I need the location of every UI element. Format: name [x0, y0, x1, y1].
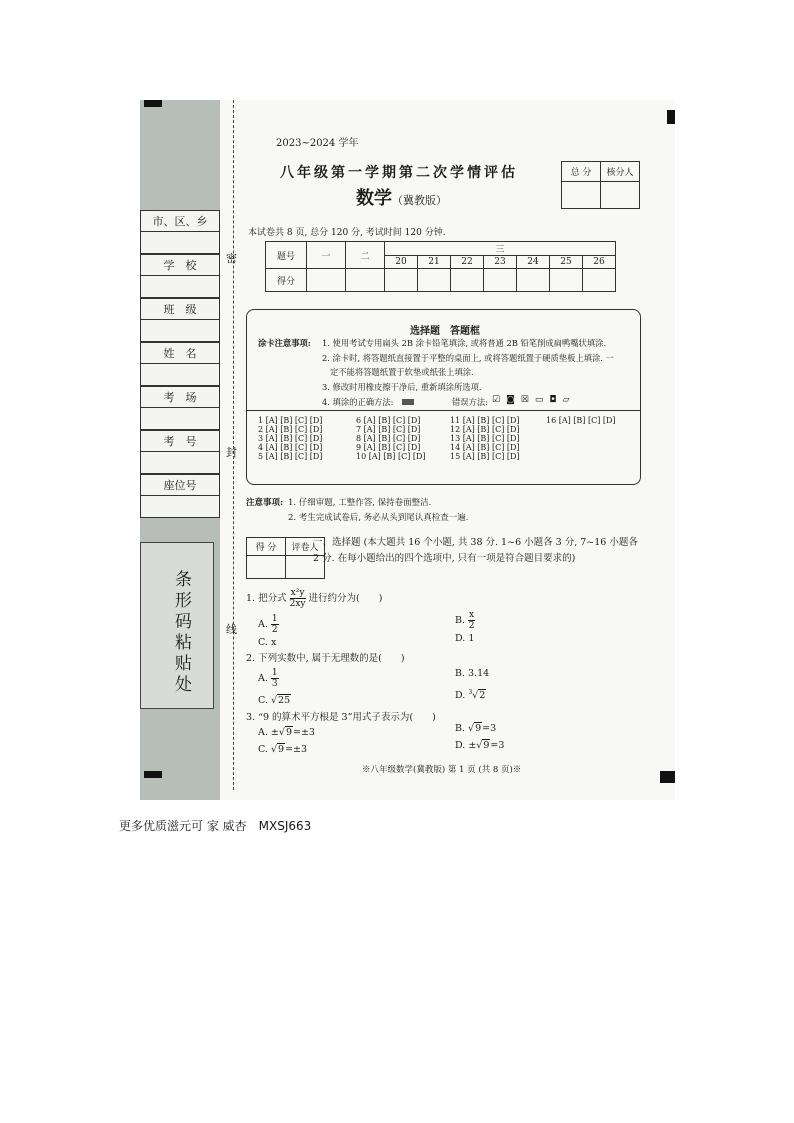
question-2: 2. 下列实数中, 属于无理数的是( )	[246, 653, 405, 664]
score-col-3: 三	[385, 242, 616, 256]
answer-row[interactable]: 1 [A] [B] [C] [D]	[258, 416, 323, 425]
answer-note: 2. 涂卡时, 将答题纸直接置于平整的桌面上, 或将答题纸置于硬质垫板上填涂. 一	[322, 353, 614, 363]
q1-option-a[interactable]: A. $\frac{1}{2}$	[258, 614, 278, 635]
checker-input[interactable]	[601, 182, 640, 209]
q1-option-b[interactable]: B. $\frac{x}{2}$	[455, 610, 475, 631]
field-name: 姓 名	[140, 342, 220, 364]
answer-row[interactable]: 9 [A] [B] [C] [D]	[356, 443, 421, 452]
wrong-fill-samples-icon: ☑◙☒▭◘▱	[492, 395, 576, 405]
checker-label: 核分人	[601, 162, 640, 182]
score-cell[interactable]	[346, 269, 385, 292]
answer-row[interactable]: 3 [A] [B] [C] [D]	[258, 434, 323, 443]
answer-row[interactable]: 5 [A] [B] [C] [D]	[258, 452, 323, 461]
q2-option-a[interactable]: A. $\frac{1}{3}$	[258, 668, 278, 689]
answer-row[interactable]: 7 [A] [B] [C] [D]	[356, 425, 421, 434]
answer-row[interactable]: 8 [A] [B] [C] [D]	[356, 434, 421, 443]
field-class: 班 级	[140, 298, 220, 320]
total-label: 总 分	[562, 162, 601, 182]
answer-note: 3. 修改时用橡皮擦干净后, 重新填涂所选项.	[322, 382, 482, 392]
answer-note: 1. 使用考试专用扁头 2B 涂卡铅笔填涂, 或将普通 2B 铅笔削成扁鸭嘴状填涂.	[322, 338, 607, 348]
page-footer: ※八年级数学(冀教版) 第 1 页 (共 8 页)※	[362, 765, 522, 775]
field-exam-number-input[interactable]	[140, 452, 220, 474]
wrong-method-label: 错误方法:	[452, 397, 488, 407]
registration-mark	[144, 100, 162, 107]
section-score-input[interactable]	[247, 556, 286, 579]
answer-row[interactable]: 13 [A] [B] [C] [D]	[450, 434, 520, 443]
seal-char: 密	[226, 252, 237, 265]
promo-text: 更多优质滋元可 家 威杏 MXSJ663	[119, 819, 312, 833]
answer-row[interactable]: 14 [A] [B] [C] [D]	[450, 443, 520, 452]
answer-row[interactable]: 2 [A] [B] [C] [D]	[258, 425, 323, 434]
total-score-box	[561, 161, 640, 209]
answer-col-4	[546, 416, 616, 425]
field-name-input[interactable]	[140, 364, 220, 386]
answer-row[interactable]: 10 [A] [B] [C] [D]	[356, 452, 426, 461]
section-grader-label: 评卷人	[286, 538, 325, 556]
q3-option-d[interactable]: D. ±√9=3	[455, 740, 505, 751]
field-school-input[interactable]	[140, 276, 220, 298]
score-col-2: 二	[346, 242, 385, 269]
answer-box-label: 涂卡注意事项:	[258, 338, 311, 348]
field-seat-input[interactable]	[140, 496, 220, 518]
q1-option-d[interactable]: D. 1	[455, 633, 475, 644]
score-subcol: 23	[484, 256, 517, 269]
score-row-label: 得分	[266, 269, 307, 292]
q3-option-c[interactable]: C. √9=±3	[258, 744, 308, 755]
exam-title: 八年级第一学期第二次学情评估	[280, 165, 518, 181]
q2-option-b[interactable]: B. 3.14	[455, 668, 490, 679]
score-table-header: 题号	[266, 242, 307, 269]
q1-option-c[interactable]: C. x	[258, 637, 277, 648]
score-subcol: 24	[517, 256, 550, 269]
score-cell[interactable]	[385, 269, 418, 292]
correct-fill-sample-icon	[402, 399, 414, 405]
seal-char: 线	[226, 623, 237, 636]
question-1: 1. 把分式 $\frac{\text{x²y}}{2xy}$ 进行约分为( )	[246, 588, 383, 609]
answer-box-divider	[246, 410, 641, 411]
barcode-label: 条形码粘贴处	[171, 570, 191, 696]
field-exam-number: 考 号	[140, 430, 220, 452]
score-cell[interactable]	[550, 269, 583, 292]
score-cell[interactable]	[307, 269, 346, 292]
field-district-input[interactable]	[140, 232, 220, 254]
q3-option-a[interactable]: A. ±√9=±3	[258, 727, 315, 738]
field-room-input[interactable]	[140, 408, 220, 430]
answer-row[interactable]: 12 [A] [B] [C] [D]	[450, 425, 520, 434]
answer-box-title: 选择题 答题框	[410, 326, 480, 337]
registration-mark	[144, 771, 162, 778]
notice-line: 2. 考生完成试卷后, 务必从头到尾认真检查一遍.	[288, 513, 469, 523]
seal-char: 封	[226, 446, 237, 459]
score-subcol: 22	[451, 256, 484, 269]
section-description: 一、选择题 (本大题共 16 个小题, 共 38 分. 1~6 小题各 3 分, 7~16 小题各 2 分. 在每小题给出的四个选项中, 只有一项是符合题目要求的)	[313, 537, 638, 564]
total-input[interactable]	[562, 182, 601, 209]
score-cell[interactable]	[517, 269, 550, 292]
answer-note: 4. 填涂的正确方法:	[322, 397, 394, 407]
q3-option-b[interactable]: B. √9=3	[455, 723, 497, 734]
answer-col-2	[356, 416, 426, 461]
fraction: $\frac{\text{x²y}}{2xy}$	[289, 588, 306, 609]
field-room: 考 场	[140, 386, 220, 408]
score-subcol: 20	[385, 256, 418, 269]
field-class-input[interactable]	[140, 320, 220, 342]
notice-line: 1. 仔细审题, 工整作答, 保持卷面整洁.	[288, 498, 432, 508]
score-col-1: 一	[307, 242, 346, 269]
field-school: 学 校	[140, 254, 220, 276]
subject-title: 数学（冀教版）	[356, 188, 447, 209]
answer-row[interactable]: 15 [A] [B] [C] [D]	[450, 452, 520, 461]
score-cell[interactable]	[484, 269, 517, 292]
answer-col-3	[450, 416, 520, 461]
section-score-label: 得 分	[247, 538, 286, 556]
score-subcol: 26	[583, 256, 616, 269]
score-cell[interactable]	[451, 269, 484, 292]
answer-row[interactable]: 11 [A] [B] [C] [D]	[450, 416, 520, 425]
answer-row[interactable]: 16 [A] [B] [C] [D]	[546, 416, 616, 425]
score-table	[265, 241, 616, 292]
registration-mark	[667, 110, 675, 124]
registration-mark	[660, 771, 675, 783]
answer-col-1	[258, 416, 322, 461]
answer-row[interactable]: 4 [A] [B] [C] [D]	[258, 443, 323, 452]
answer-row[interactable]: 6 [A] [B] [C] [D]	[356, 416, 421, 425]
field-district: 市、区、乡	[140, 210, 220, 232]
score-subcol: 25	[550, 256, 583, 269]
answer-note: 定不能将答题纸置于软垫或纸张上填涂.	[330, 367, 474, 377]
score-cell[interactable]	[583, 269, 616, 292]
score-subcol: 21	[418, 256, 451, 269]
score-cell[interactable]	[418, 269, 451, 292]
q2-option-d[interactable]: D. $^3$√2	[455, 689, 486, 702]
school-year: 2023~2024 学年	[276, 138, 359, 149]
field-seat: 座位号	[140, 474, 220, 496]
q2-option-c[interactable]: C. √25	[258, 695, 291, 706]
notice-label: 注意事项:	[246, 498, 284, 508]
exam-intro: 本试卷共 8 页, 总分 120 分, 考试时间 120 分钟.	[248, 228, 446, 238]
question-3: 3. “9 的算术平方根是 3”用式子表示为( )	[246, 712, 436, 723]
